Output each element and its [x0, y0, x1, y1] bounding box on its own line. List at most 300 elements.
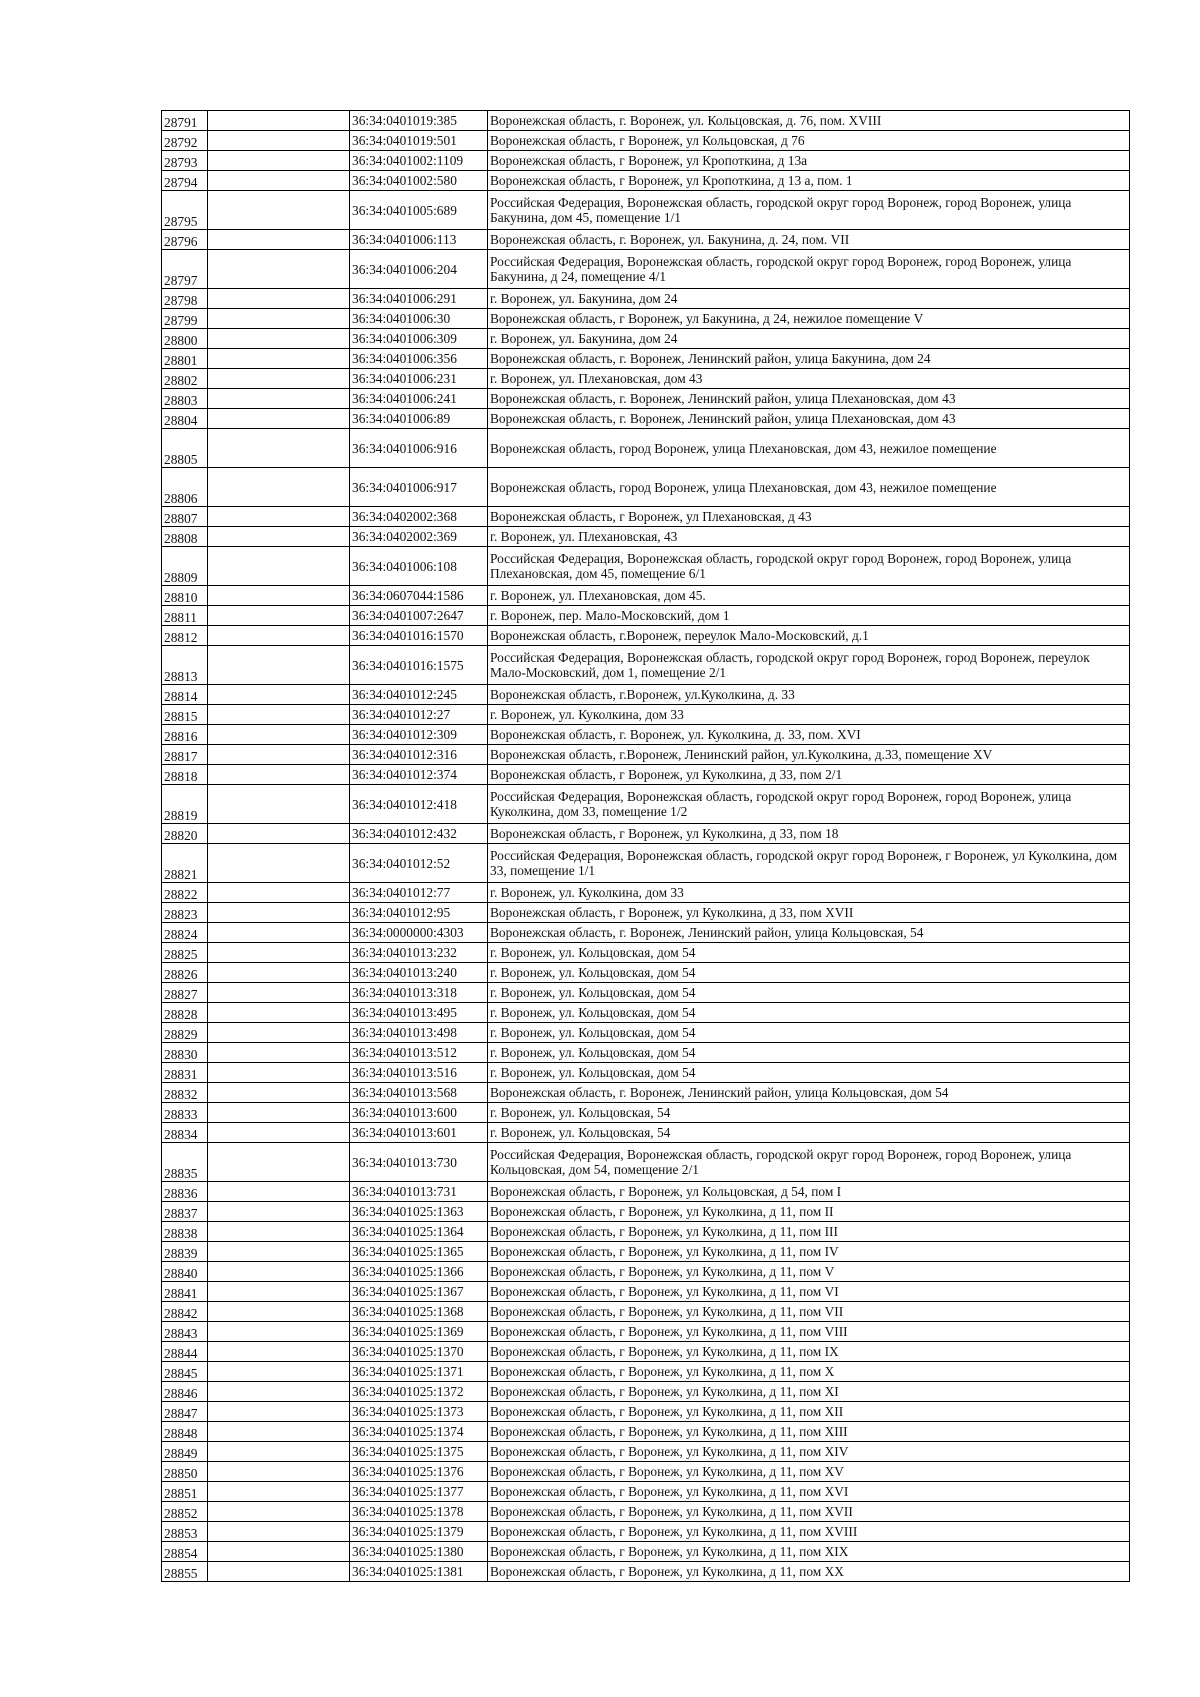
- address-cell: Российская Федерация, Воронежская область, городской округ город Воронеж, город Воронеж, переулок Мало-Московский, дом 1, помещение 2/1: [488, 646, 1130, 685]
- cadastral-number-cell: 36:34:0401025:1368: [350, 1302, 488, 1322]
- cadastral-number-cell: 36:34:0401025:1373: [350, 1402, 488, 1422]
- cadastral-number-cell: 36:34:0401025:1371: [350, 1362, 488, 1382]
- address-cell: Воронежская область, г Воронеж, ул Бакунина, д 24, нежилое помещение V: [488, 309, 1130, 329]
- table-row: [162, 329, 1130, 349]
- row-number-cell: 28797: [162, 250, 208, 289]
- row-number-cell: 28841: [162, 1282, 208, 1302]
- address-cell: Воронежская область, г Воронеж, ул Куколкина, д 33, пом 18: [488, 824, 1130, 844]
- cadastral-number-cell: 36:34:0401002:1109: [350, 151, 488, 171]
- row-number-cell: 28820: [162, 824, 208, 844]
- table-row: [162, 1502, 1130, 1522]
- cadastral-number-cell: 36:34:0401016:1575: [350, 646, 488, 685]
- row-number-cell: 28855: [162, 1562, 208, 1582]
- table-row: [162, 250, 1130, 289]
- cadastral-number-cell: 36:34:0402002:368: [350, 507, 488, 527]
- empty-cell: [208, 586, 350, 606]
- row-number-cell: 28805: [162, 429, 208, 468]
- address-cell: Воронежская область, г. Воронеж, ул. Куколкина, д. 33, пом. XVI: [488, 725, 1130, 745]
- row-number-cell: 28829: [162, 1023, 208, 1043]
- cadastral-number-cell: 36:34:0401025:1376: [350, 1462, 488, 1482]
- empty-cell: [208, 1362, 350, 1382]
- table-row: [162, 725, 1130, 745]
- row-number-cell: 28854: [162, 1542, 208, 1562]
- table-row: [162, 191, 1130, 230]
- cadastral-number-cell: 36:34:0401025:1380: [350, 1542, 488, 1562]
- cadastral-number-cell: 36:34:0401012:77: [350, 883, 488, 903]
- row-number-cell: 28823: [162, 903, 208, 923]
- table-row: [162, 1362, 1130, 1382]
- cadastral-number-cell: 36:34:0401013:240: [350, 963, 488, 983]
- table-row: [162, 429, 1130, 468]
- cadastral-number-cell: 36:34:0401025:1381: [350, 1562, 488, 1582]
- row-number-cell: 28843: [162, 1322, 208, 1342]
- cadastral-number-cell: 36:34:0401002:580: [350, 171, 488, 191]
- row-number-cell: 28816: [162, 725, 208, 745]
- table-row: [162, 507, 1130, 527]
- row-number-cell: 28831: [162, 1063, 208, 1083]
- empty-cell: [208, 844, 350, 883]
- table-row: [162, 1382, 1130, 1402]
- table-row: [162, 1222, 1130, 1242]
- empty-cell: [208, 1202, 350, 1222]
- address-cell: Российская Федерация, Воронежская область, городской округ город Воронеж, город Воронеж, улица Бакунина, д 24, помещение 4/1: [488, 250, 1130, 289]
- table-row: [162, 1262, 1130, 1282]
- table-row: [162, 1202, 1130, 1222]
- table-row: [162, 111, 1130, 131]
- row-number-cell: 28824: [162, 923, 208, 943]
- table-row: [162, 1282, 1130, 1302]
- address-cell: г. Воронеж, ул. Плехановская, 43: [488, 527, 1130, 547]
- table-row: [162, 606, 1130, 626]
- row-number-cell: 28835: [162, 1143, 208, 1182]
- row-number-cell: 28850: [162, 1462, 208, 1482]
- cadastral-number-cell: 36:34:0401013:568: [350, 1083, 488, 1103]
- empty-cell: [208, 429, 350, 468]
- row-number-cell: 28819: [162, 785, 208, 824]
- table-row: [162, 289, 1130, 309]
- row-number-cell: 28837: [162, 1202, 208, 1222]
- row-number-cell: 28838: [162, 1222, 208, 1242]
- row-number-cell: 28804: [162, 409, 208, 429]
- empty-cell: [208, 1282, 350, 1302]
- empty-cell: [208, 1262, 350, 1282]
- cadastral-number-cell: 36:34:0401006:113: [350, 230, 488, 250]
- address-cell: Воронежская область, г Воронеж, ул Плехановская, д 43: [488, 507, 1130, 527]
- table-row: [162, 151, 1130, 171]
- row-number-cell: 28821: [162, 844, 208, 883]
- empty-cell: [208, 606, 350, 626]
- cadastral-number-cell: 36:34:0401012:316: [350, 745, 488, 765]
- row-number-cell: 28827: [162, 983, 208, 1003]
- address-cell: Воронежская область, г. Воронеж, ул. Бакунина, д. 24, пом. VII: [488, 230, 1130, 250]
- address-cell: Воронежская область, г Воронеж, ул Куколкина, д 11, пом II: [488, 1202, 1130, 1222]
- empty-cell: [208, 111, 350, 131]
- row-number-cell: 28806: [162, 468, 208, 507]
- address-cell: г. Воронеж, ул. Плехановская, дом 45.: [488, 586, 1130, 606]
- cadastral-number-cell: 36:34:0401006:89: [350, 409, 488, 429]
- empty-cell: [208, 289, 350, 309]
- cadastral-number-cell: 36:34:0401016:1570: [350, 626, 488, 646]
- address-cell: г. Воронеж, ул. Кольцовская, дом 54: [488, 1023, 1130, 1043]
- cadastral-number-cell: 36:34:0401012:27: [350, 705, 488, 725]
- empty-cell: [208, 1482, 350, 1502]
- row-number-cell: 28796: [162, 230, 208, 250]
- empty-cell: [208, 389, 350, 409]
- cadastral-number-cell: 36:34:0401006:204: [350, 250, 488, 289]
- table-row: [162, 468, 1130, 507]
- empty-cell: [208, 1083, 350, 1103]
- table-row: [162, 983, 1130, 1003]
- cadastral-number-cell: 36:34:0401006:241: [350, 389, 488, 409]
- address-cell: г. Воронеж, ул. Куколкина, дом 33: [488, 883, 1130, 903]
- table-row: [162, 883, 1130, 903]
- row-number-cell: 28839: [162, 1242, 208, 1262]
- row-number-cell: 28833: [162, 1103, 208, 1123]
- empty-cell: [208, 329, 350, 349]
- cadastral-number-cell: 36:34:0401013:730: [350, 1143, 488, 1182]
- table-row: [162, 1542, 1130, 1562]
- address-cell: Российская Федерация, Воронежская область, городской округ город Воронеж, город Воронеж, улица Плехановская, дом 45, помещение 6/1: [488, 547, 1130, 586]
- row-number-cell: 28830: [162, 1043, 208, 1063]
- address-cell: Воронежская область, г. Воронеж, Ленинский район, улица Плехановская, дом 43: [488, 389, 1130, 409]
- address-cell: г. Воронеж, ул. Кольцовская, 54: [488, 1103, 1130, 1123]
- cadastral-number-cell: 36:34:0401006:291: [350, 289, 488, 309]
- row-number-cell: 28793: [162, 151, 208, 171]
- row-number-cell: 28822: [162, 883, 208, 903]
- address-cell: Воронежская область, г Воронеж, ул Куколкина, д 11, пом III: [488, 1222, 1130, 1242]
- table-row: [162, 1482, 1130, 1502]
- address-cell: Воронежская область, г. Воронеж, ул. Кольцовская, д. 76, пом. XVIII: [488, 111, 1130, 131]
- table-row: [162, 1322, 1130, 1342]
- table-row: [162, 1402, 1130, 1422]
- address-cell: Воронежская область, г.Воронеж, Ленинский район, ул.Куколкина, д.33, помещение XV: [488, 745, 1130, 765]
- table-row: [162, 369, 1130, 389]
- row-number-cell: 28798: [162, 289, 208, 309]
- address-cell: Воронежская область, г Воронеж, ул Куколкина, д 33, пом XVII: [488, 903, 1130, 923]
- cadastral-number-cell: 36:34:0401006:309: [350, 329, 488, 349]
- address-cell: Воронежская область, г.Воронеж, переулок Мало-Московский, д.1: [488, 626, 1130, 646]
- row-number-cell: 28814: [162, 685, 208, 705]
- empty-cell: [208, 468, 350, 507]
- table-row: [162, 1562, 1130, 1582]
- address-cell: Воронежская область, г. Воронеж, Ленинский район, улица Кольцовская, дом 54: [488, 1083, 1130, 1103]
- address-cell: Российская Федерация, Воронежская область, городской округ город Воронеж, город Воронеж, улица Куколкина, дом 33, помещение 1/2: [488, 785, 1130, 824]
- cadastral-number-cell: 36:34:0401013:495: [350, 1003, 488, 1023]
- empty-cell: [208, 369, 350, 389]
- table-row: [162, 685, 1130, 705]
- cadastral-number-cell: 36:34:0401025:1364: [350, 1222, 488, 1242]
- table-row: [162, 1462, 1130, 1482]
- table-row: [162, 1043, 1130, 1063]
- empty-cell: [208, 527, 350, 547]
- cadastral-number-cell: 36:34:0401025:1378: [350, 1502, 488, 1522]
- table-row: [162, 1003, 1130, 1023]
- address-cell: Воронежская область, г Воронеж, ул Куколкина, д 11, пом XIX: [488, 1542, 1130, 1562]
- cadastral-number-cell: 36:34:0401013:318: [350, 983, 488, 1003]
- empty-cell: [208, 1562, 350, 1582]
- empty-cell: [208, 1023, 350, 1043]
- table-row: [162, 1143, 1130, 1182]
- empty-cell: [208, 1442, 350, 1462]
- table-row: [162, 171, 1130, 191]
- address-cell: Воронежская область, г.Воронеж, ул.Куколкина, д. 33: [488, 685, 1130, 705]
- row-number-cell: 28815: [162, 705, 208, 725]
- address-cell: г. Воронеж, пер. Мало-Московский, дом 1: [488, 606, 1130, 626]
- row-number-cell: 28799: [162, 309, 208, 329]
- address-cell: г. Воронеж, ул. Куколкина, дом 33: [488, 705, 1130, 725]
- row-number-cell: 28842: [162, 1302, 208, 1322]
- empty-cell: [208, 1302, 350, 1322]
- address-cell: Воронежская область, г Воронеж, ул Куколкина, д 11, пом XVI: [488, 1482, 1130, 1502]
- address-cell: г. Воронеж, ул. Кольцовская, дом 54: [488, 983, 1130, 1003]
- row-number-cell: 28811: [162, 606, 208, 626]
- empty-cell: [208, 963, 350, 983]
- empty-cell: [208, 943, 350, 963]
- cadastral-number-cell: 36:34:0401005:689: [350, 191, 488, 230]
- address-cell: г. Воронеж, ул. Кольцовская, дом 54: [488, 1063, 1130, 1083]
- table-row: [162, 963, 1130, 983]
- cadastral-number-cell: 36:34:0401025:1363: [350, 1202, 488, 1222]
- cadastral-number-cell: 36:34:0401025:1374: [350, 1422, 488, 1442]
- address-cell: Воронежская область, г Воронеж, ул Куколкина, д 11, пом XVIII: [488, 1522, 1130, 1542]
- empty-cell: [208, 1542, 350, 1562]
- address-cell: г. Воронеж, ул. Кольцовская, дом 54: [488, 963, 1130, 983]
- cadastral-number-cell: 36:34:0000000:4303: [350, 923, 488, 943]
- table-row: [162, 923, 1130, 943]
- row-number-cell: 28818: [162, 765, 208, 785]
- empty-cell: [208, 983, 350, 1003]
- empty-cell: [208, 309, 350, 329]
- empty-cell: [208, 1522, 350, 1542]
- address-cell: Российская Федерация, Воронежская область, городской округ город Воронеж, город Воронеж, улица Кольцовская, дом 54, помещение 2/1: [488, 1143, 1130, 1182]
- row-number-cell: 28844: [162, 1342, 208, 1362]
- cadastral-number-cell: 36:34:0401025:1379: [350, 1522, 488, 1542]
- empty-cell: [208, 1182, 350, 1202]
- empty-cell: [208, 1402, 350, 1422]
- empty-cell: [208, 1242, 350, 1262]
- empty-cell: [208, 349, 350, 369]
- cadastral-number-cell: 36:34:0401012:309: [350, 725, 488, 745]
- table-row: [162, 586, 1130, 606]
- address-cell: г. Воронеж, ул. Кольцовская, 54: [488, 1123, 1130, 1143]
- cadastral-number-cell: 36:34:0401006:30: [350, 309, 488, 329]
- empty-cell: [208, 1103, 350, 1123]
- empty-cell: [208, 547, 350, 586]
- cadastral-number-cell: 36:34:0401012:432: [350, 824, 488, 844]
- address-cell: Воронежская область, г Воронеж, ул Кольцовская, д 76: [488, 131, 1130, 151]
- address-cell: Воронежская область, г Воронеж, ул Куколкина, д 11, пом VII: [488, 1302, 1130, 1322]
- cadastral-number-cell: 36:34:0401007:2647: [350, 606, 488, 626]
- address-cell: Воронежская область, г Воронеж, ул Куколкина, д 11, пом XII: [488, 1402, 1130, 1422]
- empty-cell: [208, 1382, 350, 1402]
- empty-cell: [208, 1003, 350, 1023]
- cadastral-number-cell: 36:34:0401019:385: [350, 111, 488, 131]
- row-number-cell: 28845: [162, 1362, 208, 1382]
- empty-cell: [208, 785, 350, 824]
- row-number-cell: 28808: [162, 527, 208, 547]
- row-number-cell: 28852: [162, 1502, 208, 1522]
- empty-cell: [208, 409, 350, 429]
- table-row: [162, 646, 1130, 685]
- cadastral-number-cell: 36:34:0401025:1365: [350, 1242, 488, 1262]
- empty-cell: [208, 646, 350, 685]
- table-row: [162, 943, 1130, 963]
- row-number-cell: 28846: [162, 1382, 208, 1402]
- table-row: [162, 903, 1130, 923]
- empty-cell: [208, 131, 350, 151]
- address-cell: Воронежская область, г. Воронеж, Ленинский район, улица Плехановская, дом 43: [488, 409, 1130, 429]
- cadastral-number-cell: 36:34:0401006:108: [350, 547, 488, 586]
- address-cell: г. Воронеж, ул. Кольцовская, дом 54: [488, 1003, 1130, 1023]
- address-cell: Воронежская область, г Воронеж, ул Куколкина, д 11, пом IV: [488, 1242, 1130, 1262]
- row-number-cell: 28851: [162, 1482, 208, 1502]
- row-number-cell: 28817: [162, 745, 208, 765]
- cadastral-number-cell: 36:34:0401012:374: [350, 765, 488, 785]
- cadastral-number-cell: 36:34:0401006:356: [350, 349, 488, 369]
- row-number-cell: 28810: [162, 586, 208, 606]
- cadastral-number-cell: 36:34:0607044:1586: [350, 586, 488, 606]
- table-row: [162, 527, 1130, 547]
- address-cell: Воронежская область, г Воронеж, ул Куколкина, д 11, пом XVII: [488, 1502, 1130, 1522]
- table-row: [162, 745, 1130, 765]
- cadastral-number-cell: 36:34:0401025:1367: [350, 1282, 488, 1302]
- cadastral-number-cell: 36:34:0401013:512: [350, 1043, 488, 1063]
- cadastral-number-cell: 36:34:0401013:601: [350, 1123, 488, 1143]
- cadastral-number-cell: 36:34:0401013:731: [350, 1182, 488, 1202]
- empty-cell: [208, 1222, 350, 1242]
- empty-cell: [208, 626, 350, 646]
- cadastral-number-cell: 36:34:0401025:1370: [350, 1342, 488, 1362]
- table-row: [162, 1242, 1130, 1262]
- empty-cell: [208, 745, 350, 765]
- empty-cell: [208, 923, 350, 943]
- address-cell: Воронежская область, г Воронеж, ул Куколкина, д 11, пом XIV: [488, 1442, 1130, 1462]
- cadastral-number-cell: 36:34:0401025:1369: [350, 1322, 488, 1342]
- row-number-cell: 28825: [162, 943, 208, 963]
- cadastral-number-cell: 36:34:0401013:600: [350, 1103, 488, 1123]
- table-row: [162, 547, 1130, 586]
- row-number-cell: 28803: [162, 389, 208, 409]
- table-row: [162, 785, 1130, 824]
- table-row: [162, 131, 1130, 151]
- empty-cell: [208, 191, 350, 230]
- row-number-cell: 28807: [162, 507, 208, 527]
- cadastral-number-cell: 36:34:0401013:498: [350, 1023, 488, 1043]
- address-cell: Воронежская область, город Воронеж, улица Плехановская, дом 43, нежилое помещение: [488, 429, 1130, 468]
- empty-cell: [208, 171, 350, 191]
- table-row: [162, 349, 1130, 369]
- table-row: [162, 705, 1130, 725]
- table-row: [162, 409, 1130, 429]
- empty-cell: [208, 1123, 350, 1143]
- address-cell: Воронежская область, г Воронеж, ул Кольцовская, д 54, пом I: [488, 1182, 1130, 1202]
- row-number-cell: 28800: [162, 329, 208, 349]
- table-row: [162, 626, 1130, 646]
- row-number-cell: 28795: [162, 191, 208, 230]
- empty-cell: [208, 725, 350, 745]
- address-cell: Воронежская область, г. Воронеж, Ленинский район, улица Бакунина, дом 24: [488, 349, 1130, 369]
- empty-cell: [208, 1322, 350, 1342]
- empty-cell: [208, 1063, 350, 1083]
- row-number-cell: 28834: [162, 1123, 208, 1143]
- empty-cell: [208, 765, 350, 785]
- row-number-cell: 28792: [162, 131, 208, 151]
- address-cell: Воронежская область, г Воронеж, ул Кропоткина, д 13 а, пом. 1: [488, 171, 1130, 191]
- empty-cell: [208, 685, 350, 705]
- empty-cell: [208, 705, 350, 725]
- table-row: [162, 1342, 1130, 1362]
- table-row: [162, 389, 1130, 409]
- address-cell: Российская Федерация, Воронежская область, городской округ город Воронеж, г Воронеж, ул Куколкина, дом 33, помещение 1/1: [488, 844, 1130, 883]
- empty-cell: [208, 250, 350, 289]
- empty-cell: [208, 1422, 350, 1442]
- cadastral-number-cell: 36:34:0401012:245: [350, 685, 488, 705]
- table-row: [162, 1103, 1130, 1123]
- address-cell: Воронежская область, г Воронеж, ул Куколкина, д 11, пом VIII: [488, 1322, 1130, 1342]
- property-registry-table: [161, 110, 1130, 1582]
- row-number-cell: 28848: [162, 1422, 208, 1442]
- table-row: [162, 1023, 1130, 1043]
- empty-cell: [208, 151, 350, 171]
- address-cell: г. Воронеж, ул. Кольцовская, дом 54: [488, 1043, 1130, 1063]
- table-row: [162, 1302, 1130, 1322]
- address-cell: Воронежская область, г Воронеж, ул Куколкина, д 11, пом XI: [488, 1382, 1130, 1402]
- row-number-cell: 28836: [162, 1182, 208, 1202]
- table-row: [162, 765, 1130, 785]
- row-number-cell: 28826: [162, 963, 208, 983]
- cadastral-number-cell: 36:34:0401013:516: [350, 1063, 488, 1083]
- row-number-cell: 28801: [162, 349, 208, 369]
- cadastral-number-cell: 36:34:0401019:501: [350, 131, 488, 151]
- empty-cell: [208, 1462, 350, 1482]
- cadastral-number-cell: 36:34:0401006:917: [350, 468, 488, 507]
- table-row: [162, 1422, 1130, 1442]
- empty-cell: [208, 1143, 350, 1182]
- table-row: [162, 824, 1130, 844]
- address-cell: Воронежская область, г Воронеж, ул Куколкина, д 11, пом VI: [488, 1282, 1130, 1302]
- row-number-cell: 28802: [162, 369, 208, 389]
- cadastral-number-cell: 36:34:0401006:916: [350, 429, 488, 468]
- row-number-cell: 28791: [162, 111, 208, 131]
- row-number-cell: 28832: [162, 1083, 208, 1103]
- empty-cell: [208, 1502, 350, 1522]
- empty-cell: [208, 883, 350, 903]
- cadastral-number-cell: 36:34:0401025:1366: [350, 1262, 488, 1282]
- cadastral-number-cell: 36:34:0401025:1372: [350, 1382, 488, 1402]
- cadastral-number-cell: 36:34:0401006:231: [350, 369, 488, 389]
- row-number-cell: 28794: [162, 171, 208, 191]
- address-cell: г. Воронеж, ул. Бакунина, дом 24: [488, 289, 1130, 309]
- table-row: [162, 230, 1130, 250]
- table-row: [162, 1063, 1130, 1083]
- table-row: [162, 1182, 1130, 1202]
- row-number-cell: 28812: [162, 626, 208, 646]
- empty-cell: [208, 824, 350, 844]
- cadastral-number-cell: 36:34:0401025:1377: [350, 1482, 488, 1502]
- table-row: [162, 1442, 1130, 1462]
- table-row: [162, 309, 1130, 329]
- cadastral-number-cell: 36:34:0401012:95: [350, 903, 488, 923]
- table-row: [162, 1522, 1130, 1542]
- address-cell: г. Воронеж, ул. Бакунина, дом 24: [488, 329, 1130, 349]
- cadastral-number-cell: 36:34:0402002:369: [350, 527, 488, 547]
- empty-cell: [208, 507, 350, 527]
- table-row: [162, 1083, 1130, 1103]
- row-number-cell: 28849: [162, 1442, 208, 1462]
- address-cell: г. Воронеж, ул. Кольцовская, дом 54: [488, 943, 1130, 963]
- row-number-cell: 28809: [162, 547, 208, 586]
- row-number-cell: 28847: [162, 1402, 208, 1422]
